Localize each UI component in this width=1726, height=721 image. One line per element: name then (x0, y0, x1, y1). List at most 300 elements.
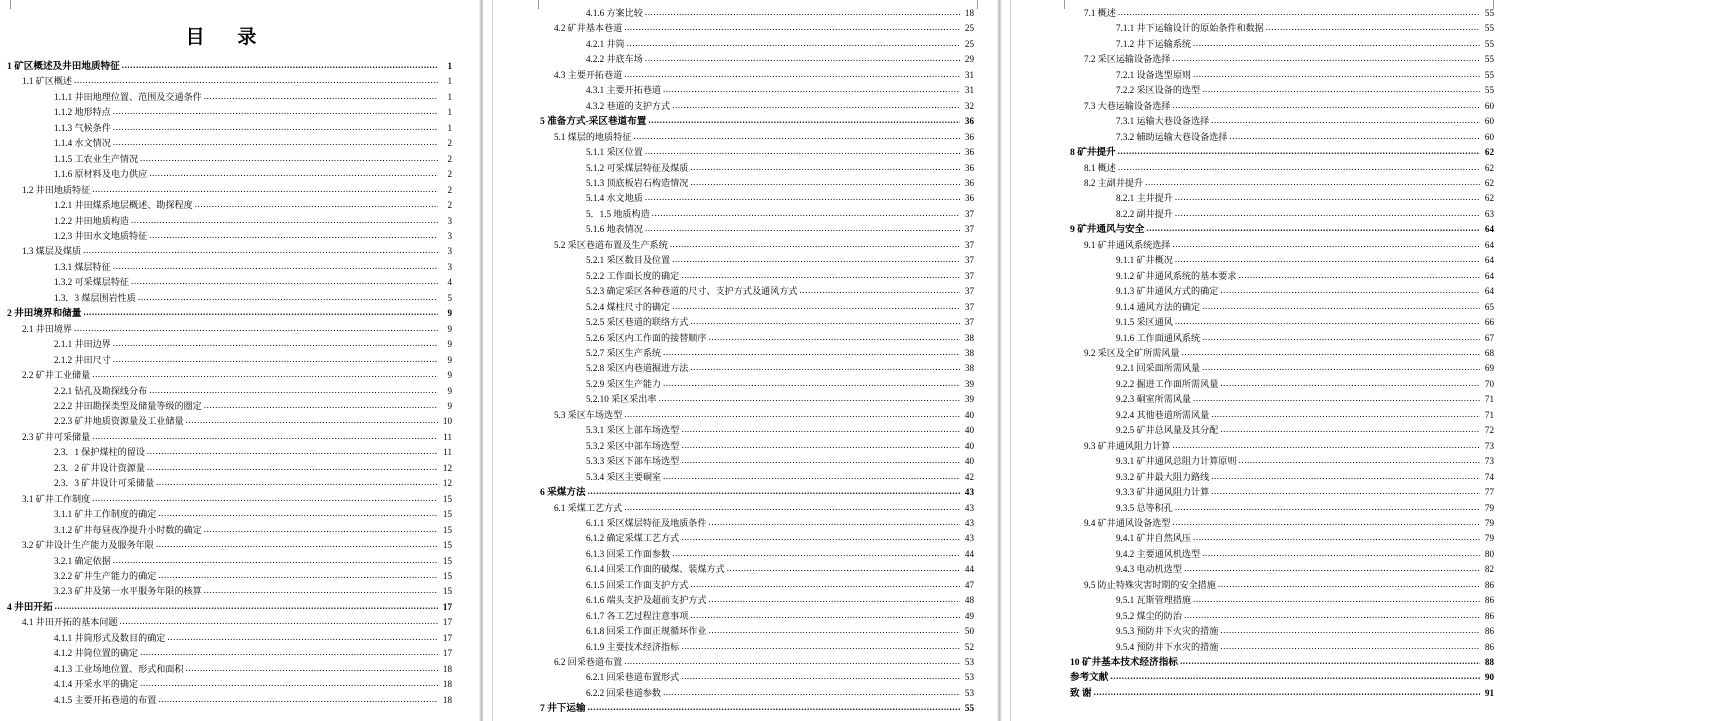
toc-leader-dots (1218, 577, 1480, 592)
toc-entry[interactable] (4, 121, 452, 136)
toc-entry-page-number: 60 (1484, 100, 1494, 111)
toc-entry-page-number: 31 (964, 85, 974, 96)
toc-entry[interactable] (4, 167, 452, 182)
toc-entry[interactable] (4, 523, 452, 538)
toc-entry[interactable] (528, 655, 974, 670)
toc-entry-page-number: 79 (1484, 502, 1494, 513)
toc-entry[interactable] (4, 136, 452, 151)
toc-entry[interactable] (528, 191, 974, 206)
toc-leader-dots (1193, 36, 1480, 51)
toc-entry[interactable] (1054, 470, 1494, 485)
toc-entry-label: 3.2.2 矿井生产能力的确定 (54, 570, 157, 581)
toc-entry[interactable] (1054, 130, 1494, 145)
toc-entry-label: 1.3 煤层及煤质 (22, 246, 82, 257)
toc-leader-dots (1220, 283, 1480, 298)
toc-entry[interactable] (4, 183, 452, 198)
toc-entry-label: 5.1.1 采区位置 (586, 147, 643, 158)
toc-entry[interactable] (1054, 609, 1494, 624)
toc-entry-label: 5.3.2 采区中部车场选型 (586, 440, 680, 451)
toc-entry-label: 4.3.2 巷道的支护方式 (586, 100, 671, 111)
toc-entry[interactable] (528, 624, 974, 639)
toc-entry-label: 9 矿井通风与安全 (1070, 224, 1145, 236)
toc-entry[interactable] (4, 492, 452, 507)
toc-entry[interactable] (4, 569, 452, 584)
toc-entry-page-number: 25 (964, 23, 974, 34)
toc-leader-dots (672, 299, 960, 314)
toc-entry[interactable] (4, 631, 452, 646)
toc-entry-label: 9.5.1 瓦斯管理措施 (1116, 595, 1192, 606)
toc-entry[interactable] (528, 609, 974, 624)
toc-leader-dots (1202, 82, 1480, 97)
toc-entry[interactable] (4, 59, 452, 74)
toc-entry[interactable] (1054, 377, 1494, 392)
toc-entry[interactable] (1054, 361, 1494, 376)
toc-entry-page-number: 55 (1484, 38, 1494, 49)
toc-entry[interactable] (1054, 670, 1494, 685)
toc-entry[interactable] (4, 461, 452, 476)
toc-entry[interactable] (528, 114, 974, 129)
toc-leader-dots (1172, 515, 1480, 530)
toc-entry-page-number: 53 (964, 687, 974, 698)
toc-entry-page-number: 62 (1484, 162, 1494, 173)
toc-entry-page-number: 70 (1484, 378, 1494, 389)
toc-entry[interactable] (528, 130, 974, 145)
toc-entry[interactable] (528, 562, 974, 577)
toc-entry[interactable] (1054, 593, 1494, 608)
toc-entry[interactable] (528, 454, 974, 469)
toc-entry[interactable] (528, 593, 974, 608)
toc-entry-page-number: 18 (442, 694, 452, 705)
toc-leader-dots (92, 367, 438, 382)
toc-entry[interactable] (1054, 686, 1494, 701)
toc-entry-label: 1.1.5 工农业生产情况 (54, 153, 139, 164)
toc-entry-page-number: 86 (1484, 595, 1494, 606)
toc-leader-dots (709, 592, 961, 607)
toc-entry[interactable] (528, 670, 974, 685)
toc-leader-dots (204, 583, 438, 598)
toc-entry[interactable] (1054, 300, 1494, 315)
toc-entry[interactable] (4, 214, 452, 229)
toc-entry[interactable] (4, 337, 452, 352)
toc-entry-label: 9.5 防止特殊灾害时期的安全措施 (1084, 579, 1216, 590)
toc-entry[interactable] (528, 238, 974, 253)
toc-entry[interactable] (1054, 253, 1494, 268)
toc-entry[interactable] (528, 161, 974, 176)
toc-entry-label: 1.1 矿区概述 (22, 76, 73, 87)
toc-entry[interactable] (528, 68, 974, 83)
toc-leader-dots (624, 20, 960, 35)
toc-leader-dots (663, 345, 960, 360)
toc-entry[interactable] (4, 600, 452, 615)
toc-entry[interactable] (1054, 624, 1494, 639)
toc-entry[interactable] (528, 207, 974, 222)
toc-entry-label: 4.1.2 井筒位置的确定 (54, 648, 139, 659)
toc-entry-label: 5.2.2 工作面长度的确定 (586, 270, 680, 281)
toc-entry-label: 5.2.1 采区数目及位置 (586, 255, 671, 266)
toc-entry[interactable] (1054, 222, 1494, 237)
toc-leader-dots (690, 577, 960, 592)
toc-entry[interactable] (1054, 423, 1494, 438)
toc-entry[interactable] (1054, 640, 1494, 655)
toc-entry-label: 4.1 井田开拓的基本问题 (22, 617, 118, 628)
toc-entry-page-number: 37 (964, 270, 974, 281)
toc-leader-dots (195, 197, 438, 212)
toc-entry-label: 2 井田境界和储量 (7, 308, 82, 320)
toc-entry-page-number: 1 (447, 61, 452, 71)
toc-entry-page-number: 60 (1484, 116, 1494, 127)
toc-entry[interactable] (1054, 176, 1494, 191)
toc-leader-dots (113, 553, 438, 568)
toc-entry[interactable] (528, 470, 974, 485)
toc-entry[interactable] (528, 176, 974, 191)
toc-leader-dots (1175, 314, 1480, 329)
toc-entry-page-number: 17 (442, 632, 452, 643)
toc-entry-label: 2.3．3 矿井设计可采储量 (54, 478, 155, 489)
toc-entry[interactable] (528, 423, 974, 438)
toc-entry[interactable] (528, 145, 974, 160)
toc-entry[interactable] (1054, 269, 1494, 284)
toc-entry-page-number: 36 (964, 131, 974, 142)
toc-entry[interactable] (4, 399, 452, 414)
toc-entry[interactable] (1054, 52, 1494, 67)
toc-entry[interactable] (528, 408, 974, 423)
toc-entry[interactable] (1054, 99, 1494, 114)
toc-leader-dots (1202, 330, 1480, 345)
toc-leader-dots (645, 221, 960, 236)
toc-entry[interactable] (528, 701, 974, 716)
toc-leader-dots (624, 654, 960, 669)
toc-leader-dots (120, 614, 439, 629)
toc-entry-label: 7.1.2 井下运输系统 (1116, 38, 1192, 49)
toc-entry[interactable] (1054, 191, 1494, 206)
toc-entry[interactable] (528, 640, 974, 655)
toc-entry-page-number: 39 (964, 378, 974, 389)
toc-entry-page-number: 90 (1484, 672, 1494, 683)
toc-entry[interactable] (4, 584, 452, 599)
toc-entry-page-number: 37 (964, 301, 974, 312)
toc-entry-page-number: 77 (1484, 487, 1494, 498)
toc-entry-label: 5．1.5 地质构造 (586, 208, 650, 219)
toc-leader-dots (670, 237, 960, 252)
toc-entry[interactable] (1054, 439, 1494, 454)
toc-entry[interactable] (1054, 68, 1494, 83)
toc-entry-page-number: 71 (1484, 394, 1494, 405)
toc-entry[interactable] (1054, 562, 1494, 577)
toc-entry-label: 8 矿井提升 (1070, 147, 1116, 159)
toc-entry[interactable] (1054, 37, 1494, 52)
toc-entry[interactable] (528, 578, 974, 593)
toc-entry[interactable] (528, 21, 974, 36)
toc-entry-page-number: 48 (964, 595, 974, 606)
toc-entry[interactable] (1054, 315, 1494, 330)
toc-leader-dots (663, 82, 960, 97)
toc-entry-label: 4.2 矿井基本巷道 (554, 23, 623, 34)
toc-entry[interactable] (528, 269, 974, 284)
toc-entry[interactable] (528, 485, 974, 500)
toc-entry[interactable] (1054, 531, 1494, 546)
toc-entry[interactable] (4, 677, 452, 692)
toc-leader-dots (709, 623, 961, 638)
toc-entry-label: 7.2.1 设备选型原则 (1116, 69, 1192, 80)
toc-entry[interactable] (1054, 454, 1494, 469)
toc-entry[interactable] (4, 275, 452, 290)
toc-entry[interactable] (528, 315, 974, 330)
toc-entry[interactable] (4, 414, 452, 429)
toc-entry[interactable] (1054, 516, 1494, 531)
toc-entry[interactable] (528, 331, 974, 346)
toc-leader-dots (1211, 484, 1480, 499)
toc-leader-dots (1118, 160, 1480, 175)
toc-leader-dots (158, 692, 438, 707)
toc-entry-label: 参考文献 (1070, 672, 1109, 684)
toc-leader-dots (1220, 623, 1480, 638)
toc-entry[interactable] (528, 284, 974, 299)
toc-entry-page-number: 74 (1484, 471, 1494, 482)
toc-leader-dots (113, 336, 438, 351)
toc-entry-label: 5.3 采区车场选型 (554, 409, 623, 420)
toc-leader-dots (1229, 129, 1480, 144)
toc-entry-page-number: 63 (1484, 208, 1494, 219)
toc-entry[interactable] (1054, 145, 1494, 160)
toc-entry-page-number: 12 (442, 478, 452, 489)
toc-leader-dots (140, 151, 438, 166)
toc-entry-page-number: 36 (964, 177, 974, 188)
toc-entry-label: 9.4.2 主要通风机选型 (1116, 548, 1201, 559)
toc-leader-dots (624, 67, 960, 82)
toc-leader-dots (1239, 268, 1481, 283)
toc-entry-label: 3.1.1 矿井工作制度的确定 (54, 509, 157, 520)
toc-entry-page-number: 39 (964, 394, 974, 405)
toc-leader-dots (74, 321, 438, 336)
toc-entry-label: 6.1 采煤工艺方式 (554, 502, 623, 513)
toc-leader-dots (1266, 20, 1480, 35)
toc-entry-page-number: 37 (964, 239, 974, 250)
toc-entry-label: 6.1.4 回采工作面的破煤、装煤方式 (586, 564, 725, 575)
toc-entry[interactable] (4, 693, 452, 708)
toc-entry[interactable] (528, 222, 974, 237)
toc-entry-label: 6.1.2 确定采煤工艺方式 (586, 533, 680, 544)
toc-leader-dots (681, 530, 960, 545)
toc-entry-label: 9.2 采区及全矿所需风量 (1084, 347, 1180, 358)
toc-entry-label: 1.2.1 井田煤系地层概述、勘探程度 (54, 200, 193, 211)
toc-entry[interactable] (528, 361, 974, 376)
toc-entry-label: 7.2.2 采区设备的选型 (1116, 85, 1201, 96)
toc-entry[interactable] (1054, 83, 1494, 98)
toc-entry-page-number: 40 (964, 409, 974, 420)
toc-entry[interactable] (4, 430, 452, 445)
toc-entry-label: 7.3.1 运输大巷设备选择 (1116, 116, 1210, 127)
toc-leader-dots (627, 36, 960, 51)
toc-leader-dots (681, 669, 960, 684)
toc-entry-label: 9.3 矿井通风阻力计算 (1084, 440, 1171, 451)
toc-entry[interactable] (4, 538, 452, 553)
toc-entry[interactable] (4, 353, 452, 368)
toc-entry-label: 9.2.5 矿井总风量及其分配 (1116, 425, 1219, 436)
toc-entry[interactable] (528, 686, 974, 701)
toc-entry[interactable] (1054, 501, 1494, 516)
toc-entry[interactable] (528, 392, 974, 407)
toc-leader-dots (1146, 221, 1480, 236)
toc-entry-page-number: 44 (964, 564, 974, 575)
toc-page-1 (0, 0, 470, 721)
toc-leader-dots (1180, 654, 1480, 669)
toc-entry[interactable] (4, 384, 452, 399)
toc-entry[interactable] (528, 99, 974, 114)
toc-entry[interactable] (1054, 21, 1494, 36)
toc-entry-page-number: 37 (964, 224, 974, 235)
toc-entry[interactable] (4, 507, 452, 522)
toc-leader-dots (1175, 500, 1480, 515)
toc-entry[interactable] (528, 83, 974, 98)
toc-entry-label: 2.1.2 井田尺寸 (54, 354, 111, 365)
toc-entry[interactable] (1054, 6, 1494, 21)
toc-leader-dots (690, 314, 960, 329)
toc-leader-dots (1172, 438, 1480, 453)
toc-entry[interactable] (528, 501, 974, 516)
toc-entry[interactable] (4, 368, 452, 383)
toc-leader-dots (588, 700, 960, 715)
toc-leader-dots (92, 182, 438, 197)
toc-entry-page-number: 64 (1484, 224, 1494, 235)
toc-entry[interactable] (4, 554, 452, 569)
toc-leader-dots (1220, 639, 1480, 654)
toc-leader-dots (1094, 685, 1480, 700)
toc-leader-dots (113, 135, 438, 150)
toc-entry[interactable] (4, 260, 452, 275)
toc-entry[interactable] (1054, 408, 1494, 423)
toc-entry[interactable] (4, 74, 452, 89)
toc-leader-dots (55, 599, 438, 614)
toc-entry-page-number: 43 (964, 487, 974, 498)
toc-leader-dots (1182, 345, 1481, 360)
toc-entry[interactable] (1054, 578, 1494, 593)
toc-entry-page-number: 91 (1484, 687, 1494, 698)
toc-leader-dots (1184, 608, 1480, 623)
toc-entry-page-number: 11 (443, 431, 452, 442)
toc-entry-label: 10 矿井基本技术经济指标 (1070, 657, 1178, 669)
toc-leader-dots (690, 160, 960, 175)
toc-entry[interactable] (4, 476, 452, 491)
toc-leader-dots (633, 129, 960, 144)
toc-leader-dots (1172, 237, 1480, 252)
toc-entry[interactable] (1054, 392, 1494, 407)
toc-entry[interactable] (1054, 114, 1494, 129)
toc-entry-page-number: 3 (447, 246, 452, 257)
toc-entry-page-number: 37 (964, 317, 974, 328)
toc-leader-dots (1193, 530, 1480, 545)
toc-entry[interactable] (528, 300, 974, 315)
toc-entry[interactable] (4, 244, 452, 259)
toc-entry[interactable] (1054, 485, 1494, 500)
toc-entry-label: 5.3.1 采区上部车场选型 (586, 425, 680, 436)
toc-entry-label: 4.1.1 井筒形式及数目的确定 (54, 632, 166, 643)
toc-entry[interactable] (1054, 207, 1494, 222)
toc-entry-label: 3.1 矿井工作制度 (22, 493, 91, 504)
toc-entry[interactable] (4, 198, 452, 213)
toc-entry[interactable] (528, 547, 974, 562)
toc-leader-dots (645, 190, 960, 205)
toc-entry[interactable] (528, 516, 974, 531)
toc-entry-label: 2.2 矿井工业储量 (22, 370, 91, 381)
toc-entry[interactable] (528, 439, 974, 454)
toc-entry-page-number: 64 (1484, 286, 1494, 297)
toc-entry[interactable] (4, 445, 452, 460)
toc-entry-label: 1.2 井田地质特征 (22, 184, 91, 195)
toc-entry[interactable] (4, 291, 452, 306)
toc-leader-dots (147, 460, 438, 475)
toc-leader-dots (681, 422, 960, 437)
toc-entry-page-number: 55 (1484, 23, 1494, 34)
toc-entry[interactable] (4, 615, 452, 630)
toc-entry[interactable] (4, 152, 452, 167)
toc-entry[interactable] (4, 105, 452, 120)
toc-entry[interactable] (4, 90, 452, 105)
page-frame-mark (10, 0, 430, 9)
toc-entry[interactable] (4, 662, 452, 677)
toc-entry-page-number: 38 (964, 347, 974, 358)
toc-entry-label: 1.1.2 地形特点 (54, 107, 111, 118)
toc-entry[interactable] (1054, 284, 1494, 299)
toc-leader-dots (92, 491, 438, 506)
toc-leader-dots (672, 252, 960, 267)
toc-entry[interactable] (528, 37, 974, 52)
toc-entry[interactable] (4, 646, 452, 661)
toc-leader-dots (1193, 391, 1480, 406)
toc-entry[interactable] (4, 306, 452, 321)
toc-entry[interactable] (528, 52, 974, 67)
toc-entry-label: 7.2 采区运输设备选择 (1084, 54, 1171, 65)
toc-entry-page-number: 47 (964, 579, 974, 590)
toc-list-page-2 (528, 6, 974, 717)
toc-entry[interactable] (528, 346, 974, 361)
toc-leader-dots (1211, 407, 1480, 422)
toc-entry-label: 4 井田开拓 (7, 601, 53, 613)
toc-entry-label: 9.1.6 工作面通风系统 (1116, 332, 1201, 343)
toc-entry[interactable] (4, 322, 452, 337)
toc-entry-label: 2.1 井田境界 (22, 323, 73, 334)
toc-leader-dots (645, 5, 960, 20)
toc-leader-dots (1202, 299, 1480, 314)
toc-entry-page-number: 3 (447, 261, 452, 272)
toc-entry[interactable] (1054, 547, 1494, 562)
toc-entry-page-number: 64 (1484, 270, 1494, 281)
toc-entry[interactable] (1054, 655, 1494, 670)
toc-entry[interactable] (4, 229, 452, 244)
toc-entry-label: 1.3.1 煤层特征 (54, 261, 111, 272)
toc-entry-label: 6.1.8 回采工作面正规循环作业 (586, 626, 707, 637)
toc-entry[interactable] (528, 531, 974, 546)
toc-entry[interactable] (528, 377, 974, 392)
toc-entry-label: 5.1.3 顶底板岩石构造情况 (586, 177, 689, 188)
toc-leader-dots (149, 228, 438, 243)
toc-entry-page-number: 60 (1484, 131, 1494, 142)
toc-entry[interactable] (1054, 331, 1494, 346)
toc-entry-label: 6.2.2 回采巷道参数 (586, 687, 662, 698)
toc-entry-page-number: 4 (447, 277, 452, 288)
toc-entry-label: 4.1.3 工业场地位置、形式和面积 (54, 663, 184, 674)
toc-leader-dots (1193, 592, 1480, 607)
toc-entry[interactable] (528, 253, 974, 268)
toc-entry[interactable] (1054, 238, 1494, 253)
toc-entry-page-number: 3 (447, 215, 452, 226)
toc-entry-page-number: 55 (964, 703, 974, 714)
toc-leader-dots (709, 515, 961, 530)
toc-leader-dots (1118, 144, 1480, 159)
toc-leader-dots (663, 685, 960, 700)
toc-entry-label: 1.3．3 煤层围岩性质 (54, 292, 136, 303)
toc-entry[interactable] (1054, 346, 1494, 361)
toc-entry[interactable] (1054, 161, 1494, 176)
